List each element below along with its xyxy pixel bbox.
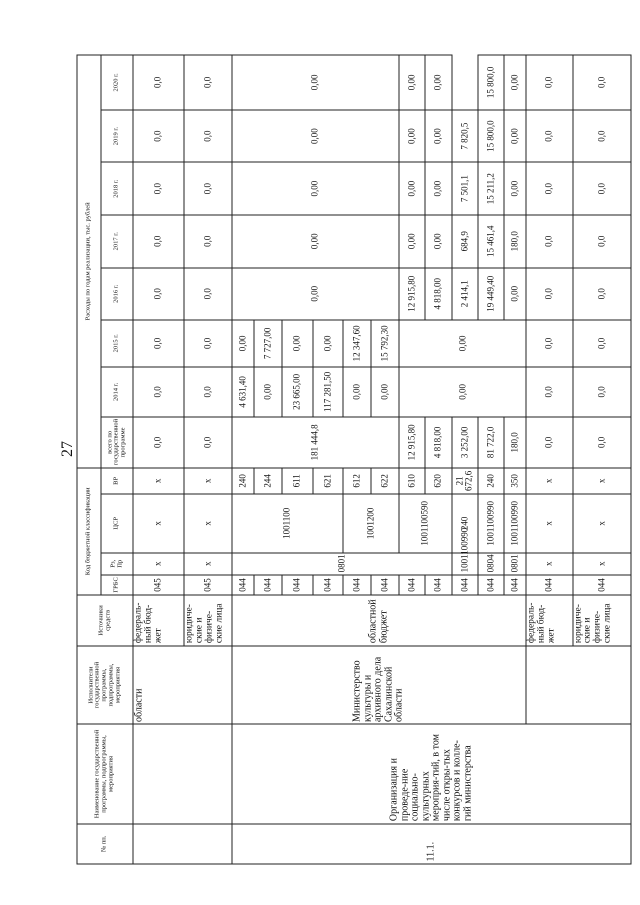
- value-cell: 7 501,1: [452, 162, 478, 215]
- value-cell: 0,00: [425, 55, 451, 110]
- value-cell: 12 347,60: [343, 320, 371, 367]
- value-cell: 0,00: [504, 110, 526, 163]
- value-cell: 684,9: [452, 215, 478, 268]
- page-number: 27: [59, 441, 76, 457]
- value-cell: 0,00: [282, 320, 312, 367]
- grbs-cell: 044: [254, 575, 282, 595]
- source-cell: юридиче-ские и физиче-ские лица: [573, 595, 632, 646]
- header-year-2018: 2018 г.: [101, 162, 133, 215]
- value-cell: 0,0: [184, 162, 232, 215]
- table-row: [133, 55, 183, 864]
- rzpr-cell: х: [526, 553, 572, 575]
- grbs-cell: 044: [399, 575, 425, 595]
- vr-cell: 610: [399, 468, 425, 494]
- rzpr-cell: 0801: [232, 553, 452, 575]
- value-cell: 0,0: [573, 268, 632, 321]
- value-cell: 0,00: [504, 268, 526, 321]
- header-vr: ВР: [101, 468, 133, 494]
- value-cell: 0,00: [399, 110, 425, 163]
- value-cell: 0,00: [504, 55, 526, 110]
- grbs-cell: 044: [313, 575, 343, 595]
- value-cell: 0,0: [526, 367, 572, 418]
- item-number: 11.1.: [232, 824, 631, 864]
- grbs-cell: 044: [452, 575, 478, 595]
- source-cell: федераль-ный бюд-жет: [133, 595, 183, 646]
- value-cell: 0,00: [254, 367, 282, 418]
- value-cell: 15 800,0: [478, 55, 504, 110]
- value-cell: 0,00: [232, 162, 399, 215]
- value-cell: 0,0: [573, 320, 632, 367]
- value-cell: 2 414,1: [452, 268, 478, 321]
- value-cell: 0,0: [526, 268, 572, 321]
- value-cell: 0,0: [133, 268, 183, 321]
- value-cell: 0,00: [232, 215, 399, 268]
- value-cell: 3 252,00: [452, 417, 478, 468]
- total-cell: 12 915,80: [399, 417, 425, 468]
- value-cell: 15 211,2: [478, 162, 504, 215]
- value-cell: 0,0: [573, 110, 632, 163]
- csr-cell: 1001100990: [478, 494, 504, 553]
- total-cell: 180,0: [504, 417, 526, 468]
- source-cell: федераль-ный бюд-жет: [526, 595, 572, 646]
- value-cell: 23 665,00: [282, 367, 312, 418]
- value-cell: 0,00: [425, 162, 451, 215]
- vr-cell: 244: [254, 468, 282, 494]
- vr-cell: 350: [504, 468, 526, 494]
- source-cell: юридиче-ские и физиче-ские лица: [184, 595, 232, 646]
- header-expenses-group: Расходы по годам реализации, тыс. рублей: [77, 55, 101, 468]
- header-year-2020: 2020 г.: [101, 55, 133, 110]
- vr-cell: 622: [371, 468, 399, 494]
- table-row: [232, 55, 254, 864]
- header-total: всего по государственной программе: [101, 417, 133, 468]
- value-cell: 0,0: [526, 110, 572, 163]
- header-rzpr: Рз, Пр: [101, 553, 133, 575]
- rzpr-cell: 0804: [478, 553, 504, 575]
- value-cell: 7 820,5: [452, 110, 478, 163]
- value-cell: 0,00: [425, 110, 451, 163]
- executor-cell: области: [133, 646, 232, 725]
- value-cell: 0,00: [399, 55, 425, 110]
- value-cell: 0,00: [371, 367, 399, 418]
- header-year-2017: 2017 г.: [101, 215, 133, 268]
- value-cell: 0,0: [133, 320, 183, 367]
- total-cell: 4 818,00: [425, 417, 451, 468]
- value-cell: 0,0: [573, 162, 632, 215]
- value-cell: 7 727,00: [254, 320, 282, 367]
- value-cell: 12 915,80: [399, 268, 425, 321]
- value-cell: 0,00: [399, 162, 425, 215]
- grbs-cell: 044: [478, 575, 504, 595]
- header-num: № пп.: [77, 824, 133, 864]
- rotated-budget-table-wrapper: [77, 55, 632, 865]
- value-cell: 0,0: [526, 162, 572, 215]
- rzpr-cell: х: [573, 553, 632, 575]
- value-cell: 15 792,30: [371, 320, 399, 367]
- value-cell: 0,0: [184, 110, 232, 163]
- value-cell: 0,0: [184, 215, 232, 268]
- value-cell: 0,00: [425, 215, 451, 268]
- value-cell: 0,00: [232, 320, 254, 367]
- value-cell: 0,0: [573, 367, 632, 418]
- value-cell: 0,0: [573, 215, 632, 268]
- value-cell: 0,00: [232, 110, 399, 163]
- total-cell: 81 722,0: [478, 417, 504, 468]
- vr-cell: 621: [313, 468, 343, 494]
- csr-cell: 1001100990: [504, 494, 526, 553]
- header-year-2015: 2015 г.: [101, 320, 133, 367]
- total-cell: 21 672,6: [452, 468, 478, 494]
- vr-cell: 620: [425, 468, 451, 494]
- csr-cell: х: [184, 494, 232, 553]
- grbs-cell: 045: [184, 575, 232, 595]
- csr-cell: х: [526, 494, 572, 553]
- value-cell: 4 818,00: [425, 268, 451, 321]
- header-name: Наименование государственной программы, подпрограммы, мероприятия: [77, 724, 133, 823]
- value-cell: 0,0: [184, 268, 232, 321]
- csr-cell: 1001100: [232, 494, 343, 553]
- value-cell: 0,00: [399, 320, 526, 367]
- total-cell: 0,0: [573, 417, 632, 468]
- value-cell: 15 461,4: [478, 215, 504, 268]
- value-cell: 0,0: [526, 55, 572, 110]
- total-cell: 0,0: [184, 417, 232, 468]
- grbs-cell: 045: [133, 575, 183, 595]
- header-executor: Исполнители государственной программы, подпрограммы, мероприятия: [77, 646, 133, 725]
- grbs-cell: 044: [526, 575, 572, 595]
- csr-cell: х: [573, 494, 632, 553]
- csr-cell: х: [133, 494, 183, 553]
- rzpr-cell: х: [133, 553, 183, 575]
- grbs-cell: 044: [371, 575, 399, 595]
- value-cell: 0,00: [232, 55, 399, 110]
- csr-cell: 1001100590: [399, 494, 451, 553]
- value-cell: 15 800,0: [478, 110, 504, 163]
- value-cell: 0,00: [399, 215, 425, 268]
- value-cell: 0,0: [526, 320, 572, 367]
- header-grbs: ГРБС: [101, 575, 133, 595]
- value-cell: 0,0: [133, 55, 183, 110]
- total-cell: 0,0: [526, 417, 572, 468]
- vr-cell: 240: [452, 494, 478, 553]
- grbs-cell: 044: [282, 575, 312, 595]
- value-cell: 0,0: [184, 55, 232, 110]
- header-csr: ЦСР: [101, 494, 133, 553]
- csr-cell: 1001200: [343, 494, 399, 553]
- value-cell: 0,0: [133, 110, 183, 163]
- value-cell: 0,00: [504, 162, 526, 215]
- value-cell: 0,00: [313, 320, 343, 367]
- vr-cell: 240: [478, 468, 504, 494]
- rzpr-cell: 0801: [504, 553, 526, 575]
- vr-cell: 611: [282, 468, 312, 494]
- csr-cell: 1001100990: [452, 553, 478, 575]
- value-cell: 0,0: [573, 55, 632, 110]
- header-year-2019: 2019 г.: [101, 110, 133, 163]
- item-name: Организация и проведе-ние социально-культурных мероприя-тий, в том числе откры-тых конкурсов и колле-гий министерства: [232, 724, 631, 823]
- vr-cell: 612: [343, 468, 371, 494]
- value-cell: 19 449,40: [478, 268, 504, 321]
- budget-table: [77, 55, 632, 865]
- value-cell: 0,00: [343, 367, 371, 418]
- grbs-cell: 044: [343, 575, 371, 595]
- value-cell: 0,00: [399, 367, 526, 418]
- rzpr-cell: х: [184, 553, 232, 575]
- vr-cell: х: [573, 468, 632, 494]
- grbs-cell: 044: [232, 575, 254, 595]
- vr-cell: х: [133, 468, 183, 494]
- vr-cell: 240: [232, 468, 254, 494]
- regional-budget-source: областной бюджет: [232, 595, 526, 646]
- vr-cell: х: [184, 468, 232, 494]
- total-cell: 0,0: [133, 417, 183, 468]
- header-source: Источники средств: [77, 595, 133, 646]
- grbs-cell: 044: [504, 575, 526, 595]
- value-cell: 0,0: [526, 215, 572, 268]
- header-row-1: [77, 55, 101, 864]
- value-cell: 180,0: [504, 215, 526, 268]
- value-cell: 0,0: [133, 162, 183, 215]
- value-cell: 0,0: [133, 367, 183, 418]
- value-cell: 0,00: [232, 268, 399, 321]
- value-cell: 0,0: [184, 320, 232, 367]
- grbs-cell: 044: [573, 575, 632, 595]
- header-year-2016: 2016 г.: [101, 268, 133, 321]
- value-cell: 4 631,40: [232, 367, 254, 418]
- vr-cell: х: [526, 468, 572, 494]
- value-cell: 0,0: [184, 367, 232, 418]
- header-code-group: Код бюджетной классификации: [77, 468, 101, 595]
- total-cell: 181 444,8: [232, 417, 399, 468]
- grbs-cell: 044: [425, 575, 451, 595]
- item-executor: Министерство культуры и архивного дела Сахалинской области: [232, 646, 526, 725]
- header-year-2014: 2014 г.: [101, 367, 133, 418]
- value-cell: 117 281,50: [313, 367, 343, 418]
- value-cell: 0,0: [133, 215, 183, 268]
